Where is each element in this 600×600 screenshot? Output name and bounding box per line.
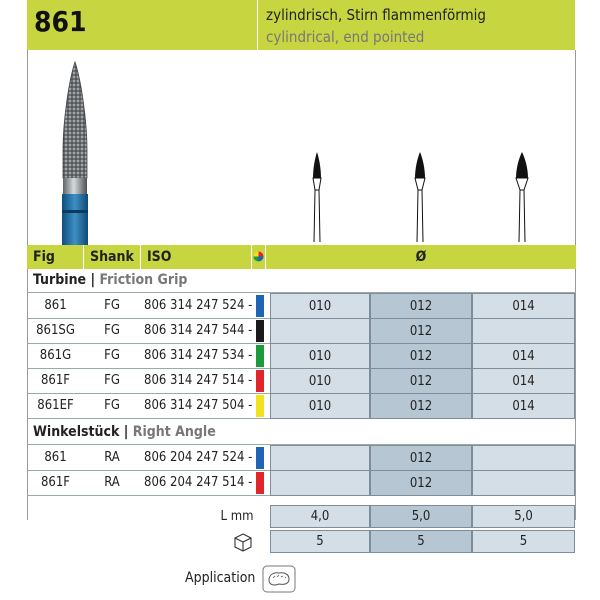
hdr-sep [83, 245, 84, 269]
row-iso: 806 314 247 524 - [144, 298, 253, 313]
row-color-swatch [256, 472, 264, 494]
row-color-swatch [256, 295, 264, 317]
row-fig: 861F [40, 373, 71, 388]
row-shank: FG [104, 323, 120, 338]
lmm-label: L mm [220, 508, 254, 524]
col-header-diameter: Ø [415, 249, 427, 265]
bur-drawing-012 [408, 150, 432, 242]
row-size-cell: 014 [472, 368, 575, 394]
row-shank: FG [104, 298, 120, 313]
row-iso: 806 314 247 534 - [144, 348, 253, 363]
row-size-cell: 010 [270, 343, 370, 369]
row-divider [27, 495, 270, 496]
row-color-swatch [256, 447, 264, 469]
row-fig: 861 [44, 298, 67, 313]
hdr-sep [140, 245, 141, 269]
pack-cell: 5 [270, 530, 370, 553]
row-size-cell: 012 [370, 318, 472, 344]
row-color-swatch [256, 345, 264, 367]
bur-drawing-014 [510, 150, 534, 242]
row-size-cell [472, 318, 575, 344]
row-size-cell: 014 [472, 393, 575, 419]
row-fig: 861G [39, 348, 72, 363]
hdr-sep [265, 245, 266, 269]
row-size-cell: 012 [370, 445, 472, 471]
product-code: 861 [34, 5, 87, 38]
row-shank: FG [104, 348, 120, 363]
bur-drawing-010 [305, 150, 329, 242]
col-header-iso: ISO [147, 249, 172, 265]
row-size-cell: 012 [370, 343, 472, 369]
row-color-swatch [256, 370, 264, 392]
hdr-sep [251, 245, 252, 269]
color-wheel-icon [253, 251, 264, 262]
row-iso: 806 204 247 514 - [144, 475, 253, 490]
row-size-cell [270, 470, 370, 496]
section-right-angle: Winkelstück | Right Angle [33, 424, 216, 440]
row-size-cell [270, 445, 370, 471]
row-size-cell [270, 318, 370, 344]
row-size-cell: 012 [370, 393, 472, 419]
row-size-cell: 014 [472, 343, 575, 369]
row-size-cell: 010 [270, 368, 370, 394]
package-box-icon [232, 531, 254, 553]
row-fig: 861EF [37, 398, 74, 413]
row-size-cell: 012 [370, 368, 472, 394]
col-header-fig: Fig [33, 249, 55, 265]
frame-right [575, 50, 576, 520]
description-german: zylindrisch, Stirn flammenförmig [266, 6, 486, 24]
row-color-swatch [256, 395, 264, 417]
row-iso: 806 204 247 524 - [144, 450, 253, 465]
col-header-shank: Shank [90, 249, 134, 265]
application-icon [262, 565, 296, 593]
row-size-cell: 012 [370, 293, 472, 319]
lmm-cell: 5,0 [370, 505, 472, 528]
row-size-cell: 010 [270, 293, 370, 319]
row-shank: FG [104, 373, 120, 388]
row-size-cell [472, 470, 575, 496]
row-iso: 806 314 247 514 - [144, 373, 253, 388]
row-size-cell: 010 [270, 393, 370, 419]
row-iso: 806 314 247 544 - [144, 323, 253, 338]
lmm-cell: 4,0 [270, 505, 370, 528]
description-english: cylindrical, end pointed [266, 28, 425, 46]
pack-cell: 5 [472, 530, 575, 553]
row-size-cell [472, 445, 575, 471]
pack-cell: 5 [370, 530, 472, 553]
row-color-swatch [256, 320, 264, 342]
row-fig: 861F [40, 475, 71, 490]
row-shank: RA [104, 450, 120, 465]
row-divider [27, 418, 270, 419]
section-turbine: Turbine | Friction Grip [33, 272, 188, 288]
row-fig: 861SG [36, 323, 75, 338]
lmm-cell: 5,0 [472, 505, 575, 528]
row-fig: 861 [44, 450, 67, 465]
row-iso: 806 314 247 504 - [144, 398, 253, 413]
row-size-cell: 012 [370, 470, 472, 496]
row-shank: RA [104, 475, 120, 490]
bur-product-image [45, 60, 105, 245]
application-label: Application [185, 570, 256, 586]
row-shank: FG [104, 398, 120, 413]
row-size-cell: 014 [472, 293, 575, 319]
